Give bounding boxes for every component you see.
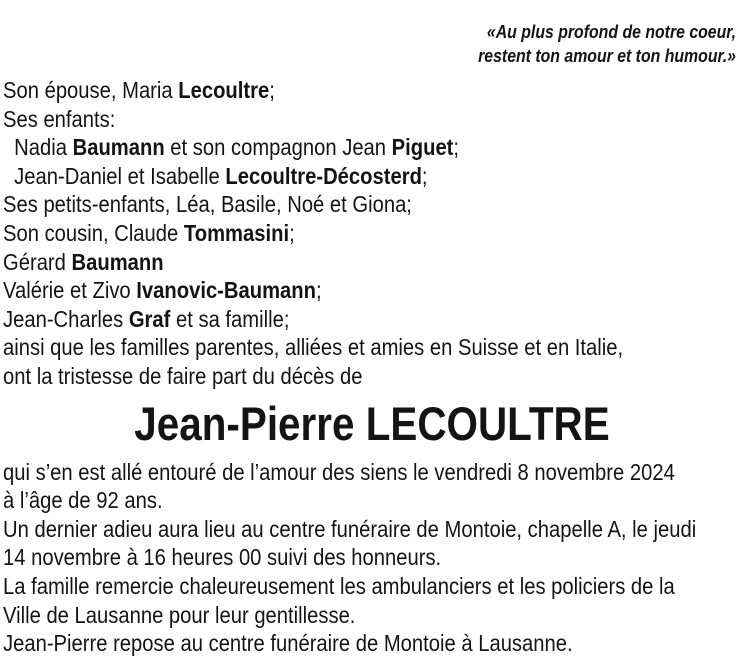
announcement-line: Un dernier adieu aura lieu au centre funéraire de Montoie, chapelle A, le jeudi [3,515,697,542]
family-name-emphasis: Graf [128,305,171,332]
announcement-text [3,458,741,658]
line-segment: Son cousin, Claude [3,219,184,246]
line-segment: Son épouse, Maria [3,77,179,103]
family-list [3,76,741,391]
family-name-emphasis: Ivanovic-Baumann [136,277,316,304]
family-line [3,133,638,162]
announcement-line: Jean-Pierre repose au centre funéraire de Montoie à Lausanne. [3,630,573,657]
line-segment: Valérie et Zivo [3,277,137,304]
line-segment: ; [289,219,295,246]
family-line [3,76,638,105]
line-segment: ; [315,277,322,304]
family-line [3,248,638,277]
announcement-line: 14 novembre à 16 heures 00 suivi des honneurs. [3,544,442,571]
family-line [3,362,638,391]
announcement-line: à l’âge de 92 ans. [3,487,163,514]
family-line [3,190,638,219]
line-segment: ; [453,134,460,161]
line-segment: Jean-Charles [3,305,129,332]
quote-line: restent ton amour et ton humour.» [478,46,736,66]
quote-line: «Au plus profond de notre coeur, [486,22,736,42]
memorial-quote [3,20,741,68]
family-line [3,333,638,362]
family-line [3,276,638,305]
line-segment: Nadia [14,134,73,161]
family-name-emphasis: Piguet [391,134,454,161]
line-segment: ; [421,162,428,189]
family-line [3,305,638,334]
line-segment: Jean-Daniel et Isabelle [14,162,226,189]
family-line [3,162,638,191]
line-segment: ont la tristesse de faire part du décès de [3,362,363,389]
family-line [3,219,638,248]
line-segment: Gérard [3,248,72,275]
line-segment: Ses petits-enfants, Léa, Basile, Noé et Giona; [3,191,412,218]
family-name-emphasis: Baumann [71,248,164,275]
line-segment: Ses enfants: [3,105,116,132]
announcement-line: La famille remercie chaleureusement les ambulanciers et les policiers de la [3,572,675,599]
family-name-emphasis: Baumann [72,134,165,161]
announcement-line: Ville de Lausanne pour leur gentillesse. [3,601,356,628]
announcement-line: qui s’en est allé entouré de l’amour des siens le vendredi 8 novembre 2024 [3,458,675,485]
line-segment: ainsi que les familles parentes, alliées et amies en Suisse et en Italie, [3,334,624,361]
family-line [3,105,638,134]
family-name-emphasis: Lecoultre [178,77,270,103]
family-name-emphasis: Tommasini [183,219,290,246]
line-segment: et sa famille; [170,305,290,332]
line-segment: et son compagnon Jean [164,134,392,161]
line-segment: ; [269,77,275,103]
deceased-name: Jean-Pierre LECOULTRE [134,396,610,450]
family-name-emphasis: Lecoultre-Décosterd [225,162,422,189]
